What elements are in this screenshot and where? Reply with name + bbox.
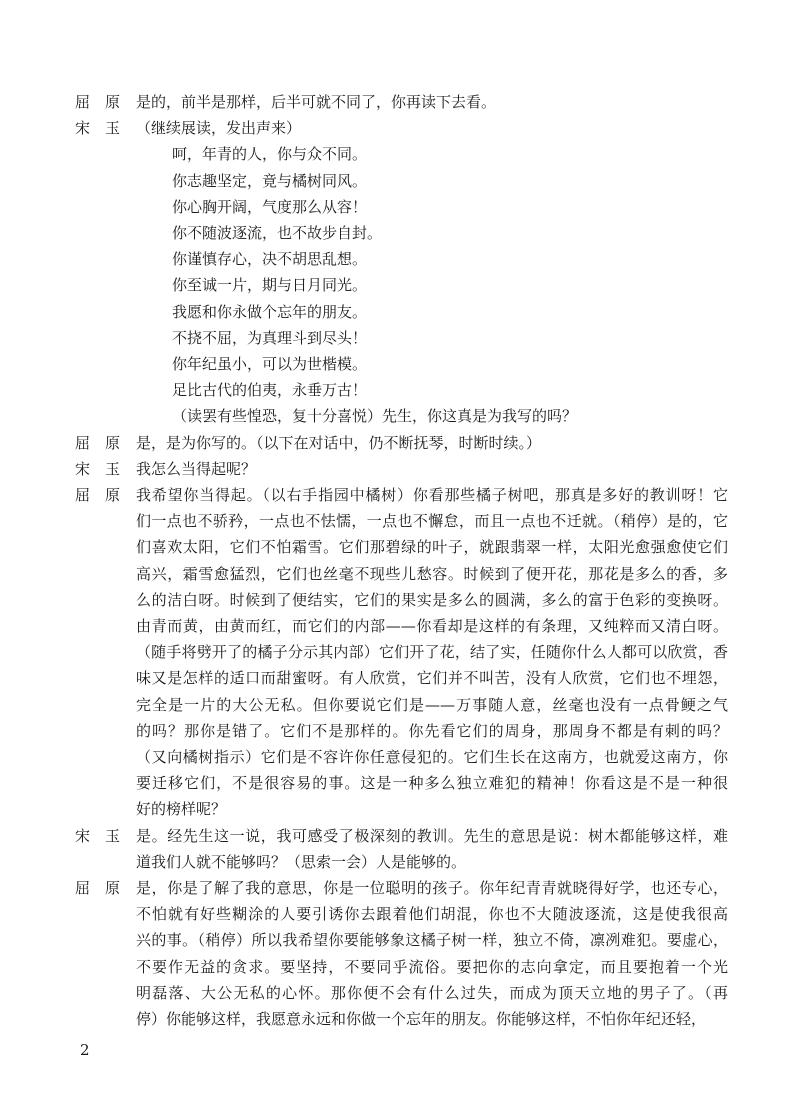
dialogue-text: 兴的事。（稍停）所以我希望你要能够象这橘子树一样，独立不倚，凛冽难犯。要虚心，	[136, 931, 728, 950]
dialogue-text: 我怎么当得起呢？	[136, 459, 257, 478]
verse-line: 你年纪虽小，可以为世楷模。	[172, 355, 368, 373]
dialogue-text: 要迁移它们，不是很容易的事。这是一种多么独立难犯的精神！你看这是不是一种很	[136, 774, 728, 793]
verse-line: （读罢有些惶恐，复十分喜悦）先生，你这真是为我写的吗？	[172, 407, 578, 426]
dialogue-text: 不怕就有好些糊涂的人要引诱你去跟着他们胡混，你也不大随波逐流，这是使我很高	[136, 905, 728, 924]
speaker-label: 屈 原	[75, 486, 121, 504]
speaker-label: 屈 原	[75, 879, 121, 897]
dialogue-text: 们一点也不骄矜，一点也不怯懦，一点也不懈怠，而且一点也不迁就。（稍停）是的，它	[136, 512, 728, 531]
dialogue-text: 是，是为你写的。（以下在对话中，仍不断抚琴，时断时续。）	[136, 433, 542, 452]
dialogue-text: 停）你能够这样，我愿意永远和你做一个忘年的朋友。你能够这样，不怕你年纪还轻，	[136, 1010, 707, 1028]
speaker-label: 宋 玉	[75, 826, 121, 845]
dialogue-text: 高兴，霜雪愈猛烈，它们也丝毫不现些儿愁容。时候到了便开花，那花是多么的香，多	[136, 564, 728, 583]
dialogue-text: 们喜欢太阳，它们不怕霜雪。它们那碧绿的叶子，就跟翡翠一样，太阳光愈强愈使它们	[136, 538, 728, 557]
dialogue-text: 么的洁白呀。时候到了便结实，它们的果实是多么的圆满，多么的富于色彩的变换呀。	[136, 590, 728, 609]
speaker-label: 宋 玉	[75, 459, 121, 478]
dialogue-text: 完全是一片的大公无私。但你要说它们是——万事随人意，丝毫也没有一点骨鲠之气	[136, 695, 728, 714]
verse-line: 你心胸开阔，气度那么从容！	[172, 197, 368, 216]
dialogue-text: （继续展读，发出声来）	[136, 119, 302, 138]
dialogue-text: 我希望你当得起。（以右手指园中橘树）你看那些橘子树吧，那真是多好的教训呀！它	[136, 486, 728, 504]
dialogue-text: 道我们人就不能够吗？（思索一会）人是能够的。	[136, 852, 467, 871]
verse-line: 我愿和你永做个忘年的朋友。	[172, 302, 368, 321]
dialogue-text: （随手将劈开了的橘子分示其内部）它们开了花，结了实，任随你什么人都可以欣赏，香	[136, 643, 728, 662]
dialogue-text: 的吗？那你是错了。它们不是那样的。你先看它们的周身，那周身不都是有刺的吗？	[136, 721, 728, 740]
verse-line: 呵，年青的人，你与众不同。	[172, 145, 368, 164]
speaker-label: 屈 原	[75, 433, 121, 452]
dialogue-text: 好的榜样呢？	[136, 800, 227, 819]
page-number: 2	[80, 1041, 90, 1059]
dialogue-text: 是，你是了解了我的意思，你是一位聪明的孩子。你年纪青青就晓得好学，也还专心，	[136, 879, 728, 897]
dialogue-text: （又向橘树指示）它们是不容许你任意侵犯的。它们生长在这南方，也就爱这南方，你	[136, 748, 728, 766]
verse-line: 你志趣坚定，竟与橘树同风。	[172, 171, 368, 190]
dialogue-text: 由青而黄，由黄而红，而它们的内部——你看却是这样的有条理，又纯粹而又清白呀。	[136, 617, 728, 635]
dialogue-text: 是。经先生这一说，我可感受了极深刻的教训。先生的意思是说：树木都能够这样，难	[136, 826, 728, 845]
dialogue-text: 味又是怎样的适口而甜蜜呀。有人欣赏，它们并不叫苦，没有人欣赏，它们也不埋怨，	[136, 669, 728, 688]
verse-line: 不挠不屈，为真理斗到尽头！	[172, 328, 368, 347]
dialogue-text: 是的，前半是那样，后半可就不同了，你再读下去看。	[136, 93, 497, 111]
dialogue-text: 不要作无益的贪求。要坚持，不要同乎流俗。要把你的志向拿定，而且要抱着一个光	[136, 957, 728, 976]
verse-line: 你不随波逐流，也不故步自封。	[172, 224, 383, 242]
verse-line: 足比古代的伯夷，永垂万古！	[172, 381, 368, 400]
verse-line: 你谨慎存心，决不胡思乱想。	[172, 250, 368, 269]
speaker-label: 宋 玉	[75, 119, 121, 138]
speaker-label: 屈 原	[75, 93, 121, 111]
verse-line: 你至诚一片，期与日月同光。	[172, 276, 368, 295]
dialogue-text: 明磊落、大公无私的心怀。那你便不会有什么过失，而成为顶天立地的男子了。（再	[136, 983, 728, 1002]
